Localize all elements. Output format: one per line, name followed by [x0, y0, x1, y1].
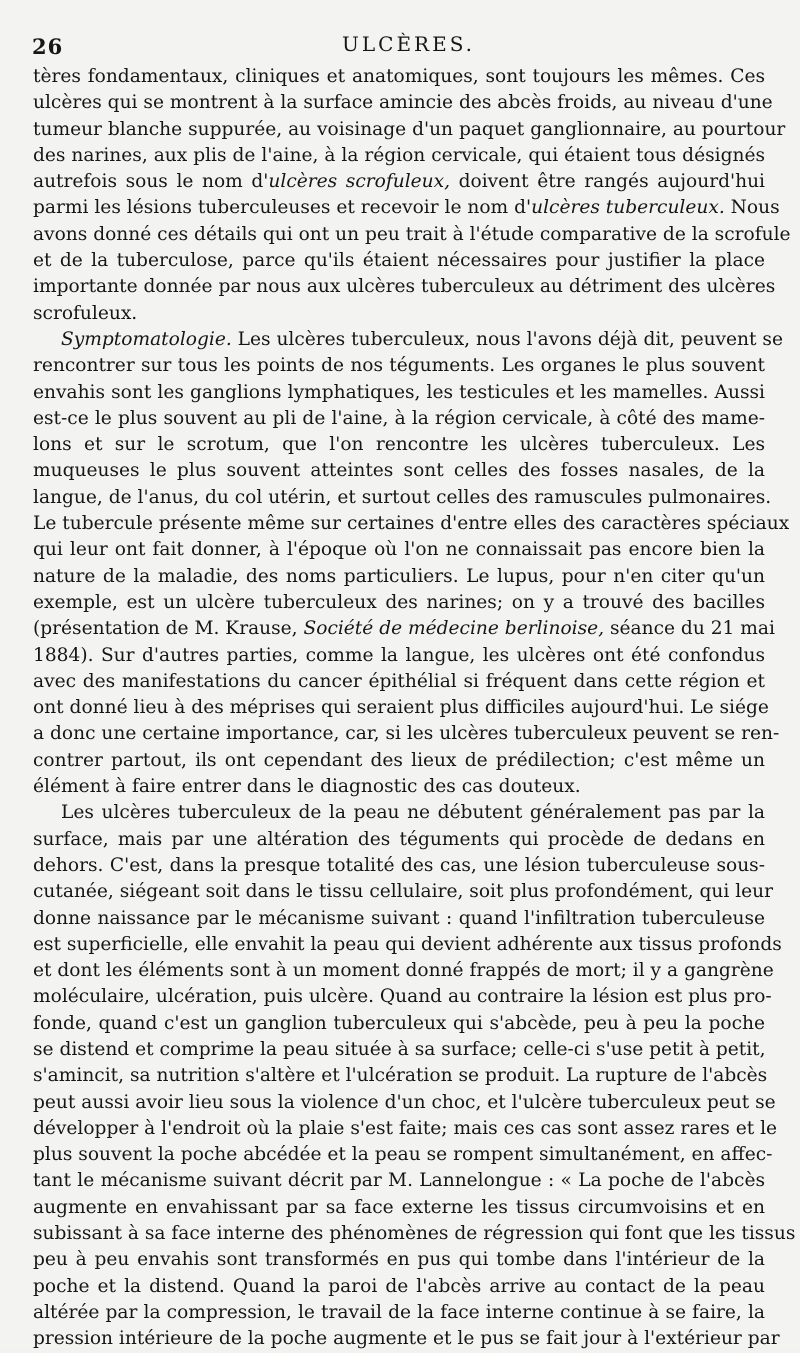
text-line: des narines, aux plis de l'aine, à la région cervicale, qui étaient tous désignés	[33, 144, 765, 166]
text-line: a donc une certaine importance, car, si les ulcères tuberculeux peuvent se ren-	[33, 723, 780, 745]
body-text	[33, 64, 796, 1353]
text-line: tères fondamentaux, cliniques et anatomiques, sont toujours les mêmes. Ces	[33, 66, 765, 87]
text-line: poche et la distend. Quand la paroi de l'abcès arrive au contact de la peau	[33, 1275, 765, 1297]
text-line: augmente en envahissant par sa face externe les tissus circumvoisins et en	[33, 1196, 765, 1218]
text-line	[33, 195, 780, 221]
section-heading: Symptomatologie.	[61, 328, 232, 350]
running-title: ULCÈRES.	[342, 32, 476, 56]
text-line: moléculaire, ulcération, puis ulcère. Quand au contraire la lésion est plus pro-	[33, 986, 772, 1008]
text-line: 1884). Sur d'autres parties, comme la langue, les ulcères ont été confondus	[33, 644, 765, 666]
text-line: muqueuses le plus souvent atteintes sont celles des fosses nasales, de la	[33, 460, 765, 482]
text-line: développer à l'endroit où la plaie s'est faite; mais ces cas sont assez rares et le	[33, 1117, 778, 1139]
text-line: et de la tuberculose, parce qu'ils étaient nécessaires pour justifier la place	[33, 250, 765, 272]
text-line: fonde, quand c'est un ganglion tuberculeux qui s'abcède, peu à peu la poche	[33, 1012, 765, 1034]
text-line: avons donné ces détails qui ont un peu trait à l'étude comparative de la scrofule	[33, 223, 791, 245]
text-line: altérée par la compression, le travail de la face interne continue à se faire, la	[33, 1301, 765, 1323]
page-number: 26	[32, 34, 64, 59]
text-fragment: Nous	[724, 197, 780, 219]
text-line: lons et sur le scrotum, que l'on rencontre les ulcères tuberculeux. Les	[33, 434, 765, 456]
text-fragment: parmi les lésions tuberculeuses et recevoir le nom d'	[33, 197, 532, 219]
text-line: scrofuleux.	[33, 302, 138, 324]
text-line: dehors. C'est, dans la presque totalité des cas, une lésion tuberculeuse sous-	[33, 854, 765, 876]
text-line	[33, 327, 783, 353]
text-line: exemple, est un ulcère tuberculeux des narines; on y a trouvé des bacilles	[33, 591, 765, 613]
text-fragment: doivent être rangés aujourd'hui	[450, 171, 766, 193]
text-line: plus souvent la poche abcédée et la peau se rompent simultanément, en affec-	[33, 1144, 773, 1166]
text-line: envahis sont les ganglions lymphatiques, les testicules et les mamelles. Aussi	[33, 381, 765, 403]
text-fragment: autrefois sous le nom d'	[33, 171, 269, 193]
text-fragment: (présentation de M. Krause,	[33, 618, 304, 640]
text-line: donne naissance par le mécanisme suivant : quand l'infiltration tuberculeuse	[33, 907, 765, 929]
italic-term: ulcères scrofuleux,	[268, 171, 451, 193]
text-line: langue, de l'anus, du col utérin, et surtout celles des ramuscules pulmonaires.	[33, 486, 772, 508]
text-line: Le tubercule présente même sur certaines d'entre elles des caractères spéciaux	[33, 513, 790, 535]
text-fragment: séance du 21 mai	[604, 618, 775, 640]
text-line: se distend et comprime la peau située à sa surface; celle-ci s'use petit à petit,	[33, 1038, 766, 1060]
text-fragment: Les ulcères tuberculeux, nous l'avons déjà dit, peuvent se	[231, 328, 783, 350]
italic-term: Société de médecine berlinoise,	[303, 618, 605, 640]
text-line: peu à peu envahis sont transformés en pus qui tombe dans l'intérieur de la	[33, 1249, 765, 1271]
text-line: surface, mais par une altération des téguments qui procède de dedans en	[33, 828, 765, 850]
text-line: contrer partout, ils ont cependant des lieux de prédilection; c'est même un	[33, 749, 765, 771]
text-line: importante donnée par nous aux ulcères tuberculeux au détriment des ulcères	[33, 276, 776, 298]
page-header	[0, 20, 800, 60]
text-line: est superficielle, elle envahit la peau qui devient adhérente aux tissus profonds	[33, 933, 782, 955]
text-line: rencontrer sur tous les points de nos téguments. Les organes le plus souvent	[33, 355, 765, 377]
text-line: Les ulcères tuberculeux de la peau ne débutent généralement pas par la	[61, 802, 765, 824]
text-line: ont donné lieu à des méprises qui seraient plus difficiles aujourd'hui. Le siége	[33, 697, 769, 719]
text-line: élément à faire entrer dans le diagnostic des cas douteux.	[33, 776, 581, 798]
text-line: peut aussi avoir lieu sous la violence d'un choc, et l'ulcère tuberculeux peut se	[33, 1091, 776, 1113]
text-line: tumeur blanche suppurée, au voisinage d'un paquet ganglionnaire, au pourtour	[33, 118, 786, 140]
text-line: pression intérieure de la poche augmente et le pus se fait jour à l'extérieur par	[33, 1328, 780, 1350]
italic-term: ulcères tuberculeux.	[531, 197, 725, 219]
text-line: est-ce le plus souvent au pli de l'aine, à la région cervicale, à côté des mame-	[33, 407, 765, 429]
text-line: nature de la maladie, des noms particuliers. Le lupus, pour n'en citer qu'un	[33, 565, 765, 587]
text-line: s'amincit, sa nutrition s'altère et l'ulcération se produit. La rupture de l'abcès	[33, 1065, 768, 1087]
text-line: avec des manifestations du cancer épithélial si fréquent dans cette région et	[33, 670, 765, 692]
text-line	[33, 616, 775, 642]
text-line: ulcères qui se montrent à la surface amincie des abcès froids, au niveau d'une	[33, 92, 773, 114]
text-line: qui leur ont fait donner, à l'époque où l'on ne connaissait pas encore bien la	[33, 539, 765, 561]
text-line: subissant à sa face interne des phénomènes de régression qui font que les tissus	[33, 1223, 796, 1245]
text-line	[33, 169, 765, 195]
text-line: et dont les éléments sont à un moment donné frappés de mort; il y a gangrène	[33, 960, 774, 982]
text-line: tant le mécanisme suivant décrit par M. Lannelongue : « La poche de l'abcès	[33, 1170, 765, 1192]
text-line: cutanée, siégeant soit dans le tissu cellulaire, soit plus profondément, qui leur	[33, 881, 774, 903]
